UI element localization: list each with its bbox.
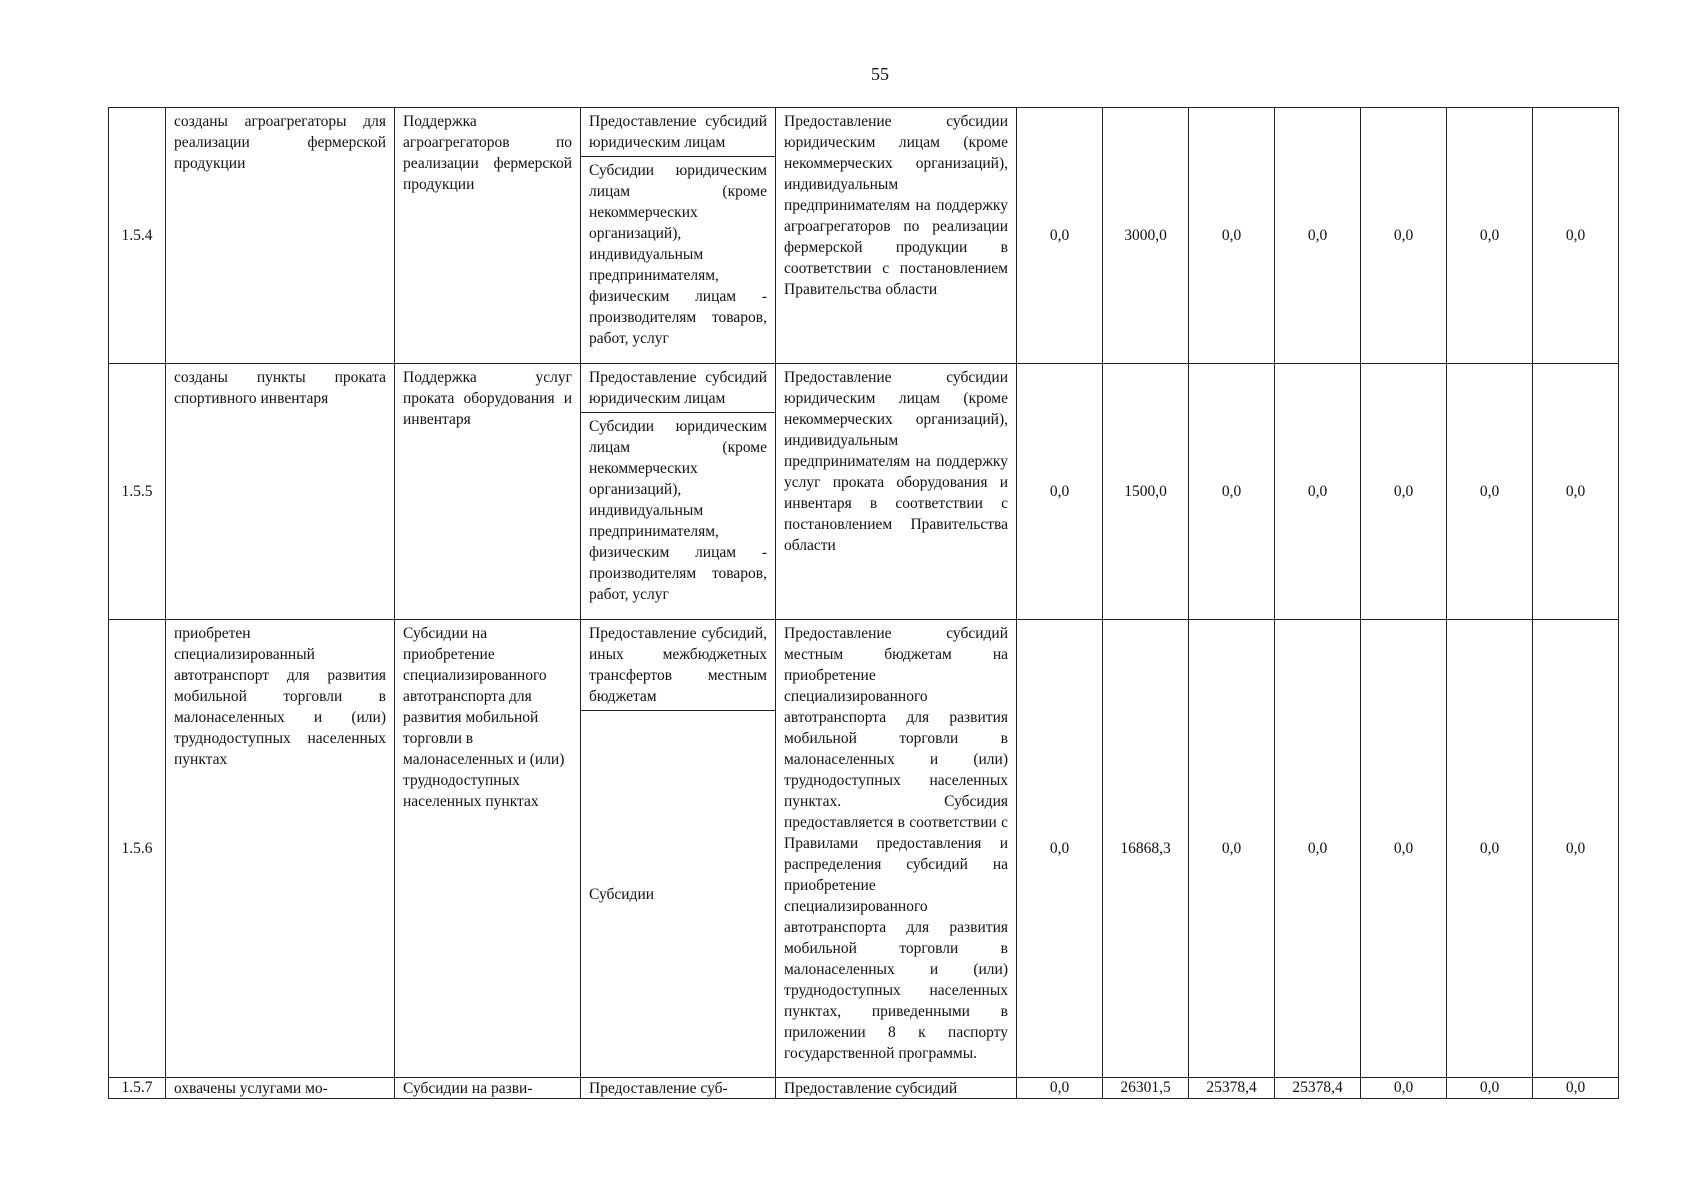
row-id: 1.5.5 xyxy=(109,364,166,620)
value-cell: 25378,4 xyxy=(1189,1078,1275,1099)
row-id: 1.5.6 xyxy=(109,620,166,1078)
value-cell: 0,0 xyxy=(1275,620,1361,1078)
value-cell: 25378,4 xyxy=(1275,1078,1361,1099)
value-cell: 0,0 xyxy=(1361,1078,1447,1099)
value-cell: 0,0 xyxy=(1189,108,1275,364)
row-result: охвачены услугами мо- xyxy=(166,1078,395,1099)
value-cell: 0,0 xyxy=(1533,620,1619,1078)
value-cell: 0,0 xyxy=(1447,620,1533,1078)
value-cell: 0,0 xyxy=(1533,364,1619,620)
row-result: созданы пункты проката спортивного инвентаря xyxy=(166,364,395,620)
row-description: Предоставление субсидии юридическим лицам (кроме некоммерческих организаций), индивидуальным предпринимателям на поддержку услуг проката оборудования и инвентаря в соответствии с постановлением Правительства области xyxy=(776,364,1017,620)
value-cell: 0,0 xyxy=(1533,1078,1619,1099)
value-cell: 26301,5 xyxy=(1103,1078,1189,1099)
value-cell: 0,0 xyxy=(1189,620,1275,1078)
row-description: Предоставление субсидии юридическим лицам (кроме некоммерческих организаций), индивидуальным предпринимателям на поддержку агроагрегаторов по реализации фермерской продукции в соответствии с постановлением Правительства области xyxy=(776,108,1017,364)
row-description: Предоставление субсидий xyxy=(776,1078,1017,1099)
value-cell: 0,0 xyxy=(1189,364,1275,620)
row-measure: Поддержка услуг проката оборудования и инвентаря xyxy=(395,364,581,620)
row-result: приобретен специализированный автотранспорт для развития мобильной торговли в малонаселенных и (или) труднодоступных населенных пунктах xyxy=(166,620,395,1078)
value-cell: 0,0 xyxy=(1017,1078,1103,1099)
row-form xyxy=(581,620,776,1078)
value-cell: 0,0 xyxy=(1361,108,1447,364)
row-measure: Поддержка агроагрегаторов по реализации фермерской продукции xyxy=(395,108,581,364)
row-id: 1.5.7 xyxy=(109,1078,166,1099)
value-cell: 0,0 xyxy=(1533,108,1619,364)
table-row xyxy=(109,364,1619,620)
value-cell: 0,0 xyxy=(1447,108,1533,364)
value-cell: 1500,0 xyxy=(1103,364,1189,620)
table-row xyxy=(109,620,1619,1078)
row-form-subtype: Субсидии юридическим лицам (кроме некоммерческих организаций), индивидуальным предпринимателям, физическим лицам - производителям товаров, работ, услуг xyxy=(589,162,767,347)
value-cell: 0,0 xyxy=(1275,108,1361,364)
row-form-type: Предоставление субсидий юридическим лицам xyxy=(581,364,775,413)
value-cell: 0,0 xyxy=(1017,620,1103,1078)
table-row xyxy=(109,1078,1619,1099)
row-id: 1.5.4 xyxy=(109,108,166,364)
row-form xyxy=(581,108,776,364)
row-measure: Субсидии на разви- xyxy=(395,1078,581,1099)
value-cell: 16868,3 xyxy=(1103,620,1189,1078)
row-description: Предоставление субсидий местным бюджетам на приобретение специализированного автотранспорта для развития мобильной торговли в малонаселенных и (или) труднодоступных населенных пунктах. Субсидия предоставляется в соответствии с Правилами предоставления и распределения субсидий на приобретение специализированного автотранспорта для развития мобильной торговли в малонаселенных и (или) труднодоступных населенных пунктах, приведенными в приложении 8 к паспорту государственной программы. xyxy=(776,620,1017,1078)
table-row xyxy=(109,108,1619,364)
row-form-type: Предоставление субсидий юридическим лицам xyxy=(581,108,775,157)
value-cell: 0,0 xyxy=(1447,364,1533,620)
row-result: созданы агроагрегаторы для реализации фермерской продукции xyxy=(166,108,395,364)
value-cell: 3000,0 xyxy=(1103,108,1189,364)
value-cell: 0,0 xyxy=(1275,364,1361,620)
row-form-type: Предоставление суб- xyxy=(581,1078,776,1099)
program-table xyxy=(108,107,1619,1099)
row-form-subtype: Субсидии xyxy=(589,885,655,903)
row-form-subtype: Субсидии юридическим лицам (кроме некоммерческих организаций), индивидуальным предпринимателям, физическим лицам - производителям товаров, работ, услуг xyxy=(589,418,767,603)
value-cell: 0,0 xyxy=(1361,364,1447,620)
row-measure: Субсидии на приобретение специализированного автотранспорта для развития мобильной торговли в малонаселенных и (или) труднодоступных населенных пунктах xyxy=(395,620,581,1078)
value-cell: 0,0 xyxy=(1017,364,1103,620)
value-cell: 0,0 xyxy=(1361,620,1447,1078)
value-cell: 0,0 xyxy=(1017,108,1103,364)
value-cell: 0,0 xyxy=(1447,1078,1533,1099)
page-number: 55 xyxy=(871,64,889,84)
row-form xyxy=(581,364,776,620)
row-form-type: Предоставление субсидий, иных межбюджетных трансфертов местным бюджетам xyxy=(581,620,775,711)
